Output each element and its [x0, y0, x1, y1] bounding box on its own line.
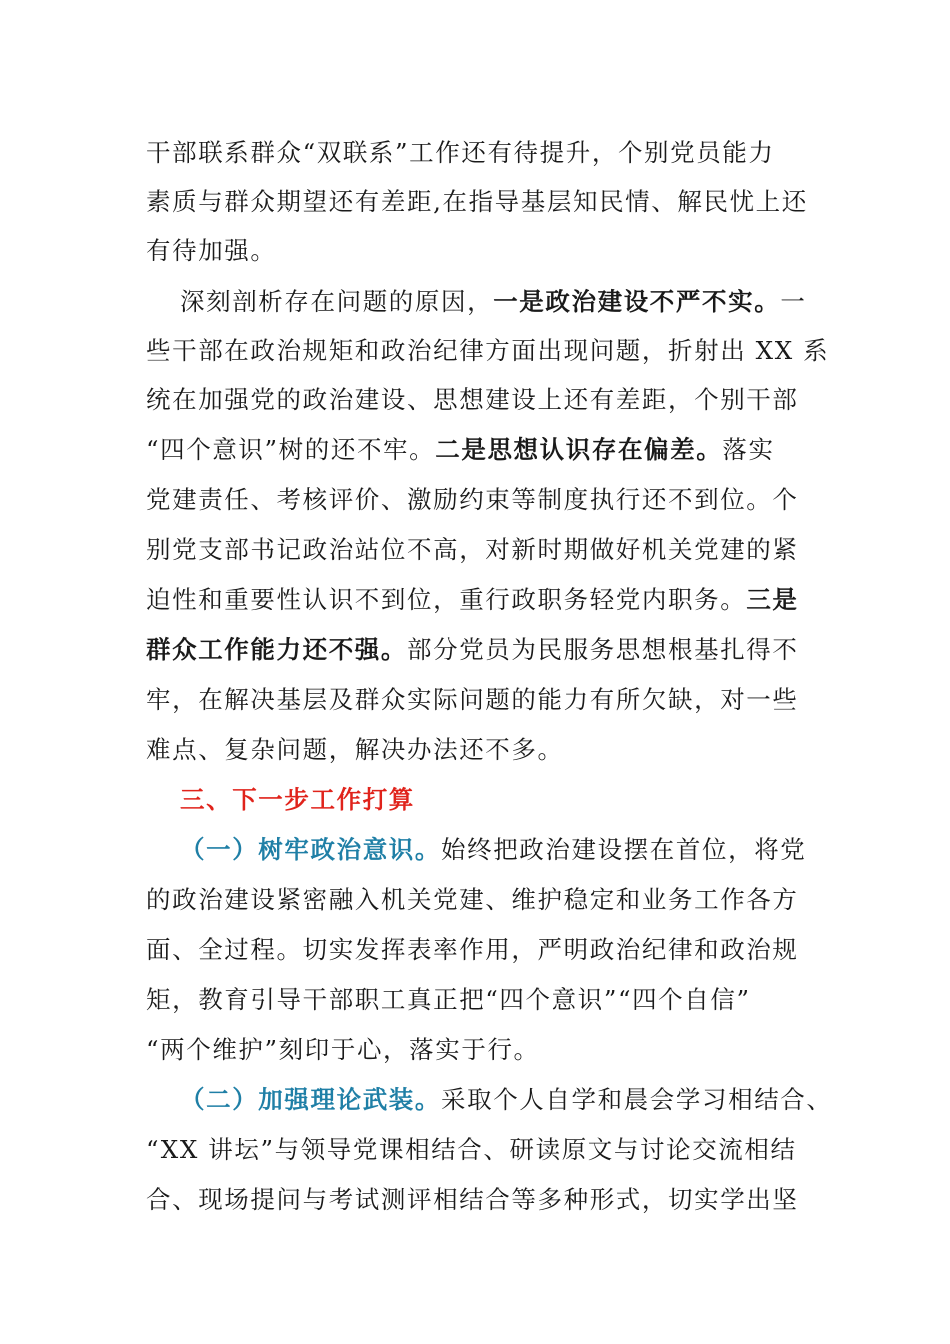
text-run: 牢，在解决基层及群众实际问题的能力有所欠缺，对一些 — [146, 685, 799, 714]
text-run: 难点、复杂问题，解决办法还不多。 — [146, 735, 564, 764]
emphasis-run: 三是 — [746, 585, 799, 614]
text-run: 些干部在政治规矩和政治纪律方面出现问题，折射出 XX 系 — [146, 336, 830, 365]
emphasis-run: 群众工作能力还不强。 — [146, 635, 407, 664]
emphasis-run: 二是思想认识存在偏差。 — [435, 435, 723, 464]
text-run: “XX 讲坛”与领导党课相结合、研读原文与讨论交流相结 — [146, 1135, 797, 1164]
subsection-heading: （二）加强理论武装。 — [180, 1085, 441, 1114]
text-run: “四个意识”树的还不牢。 — [146, 435, 436, 464]
paragraph-line — [146, 326, 829, 376]
text-run: 矩，教育引导干部职工真正把“四个意识”“四个自信” — [146, 985, 751, 1014]
subsection-heading: （一）树牢政治意识。 — [180, 835, 441, 864]
text-run: 合、现场提问与考试测评相结合等多种形式，切实学出坚 — [146, 1185, 799, 1214]
paragraph-line — [146, 975, 751, 1025]
text-run: “两个维护”刻印于心，落实于行。 — [146, 1035, 540, 1064]
paragraph-line — [146, 725, 564, 775]
text-run: 部分党员为民服务思想根基扎得不 — [407, 635, 799, 664]
section-heading: 三、下一步工作打算 — [180, 785, 415, 814]
paragraph-line — [146, 1125, 797, 1175]
text-run: 的政治建设紧密融入机关党建、维护稳定和业务工作各方 — [146, 885, 799, 914]
text-run: 有待加强。 — [146, 236, 277, 265]
text-run: 深刻剖析存在问题的原因， — [180, 287, 494, 316]
paragraph-line — [146, 1025, 540, 1075]
paragraph-line — [180, 277, 806, 327]
paragraph-line — [146, 875, 799, 925]
text-run: 一 — [780, 287, 807, 316]
paragraph-line — [180, 825, 806, 875]
paragraph-line — [146, 575, 799, 625]
text-run: 面、全过程。切实发挥表率作用，严明政治纪律和政治规 — [146, 935, 799, 964]
paragraph-line — [146, 525, 799, 575]
text-run: 落实 — [722, 435, 775, 464]
paragraph-line — [146, 375, 799, 425]
paragraph-line — [146, 625, 799, 675]
text-run: 干部联系群众“双联系”工作还有待提升，个别党员能力 — [146, 138, 775, 167]
text-run: 党建责任、考核评价、激励约束等制度执行还不到位。个 — [146, 485, 799, 514]
paragraph-line — [146, 475, 799, 525]
paragraph-line — [146, 425, 775, 475]
paragraph-line — [146, 177, 808, 227]
text-run: 素质与群众期望还有差距,在指导基层知民情、解民忧上还 — [146, 187, 808, 216]
paragraph-line — [180, 1075, 833, 1125]
paragraph-line — [146, 226, 277, 276]
emphasis-run: 一是政治建设不严不实。 — [493, 287, 781, 316]
text-run: 采取个人自学和晨会学习相结合、 — [441, 1085, 833, 1114]
paragraph-line — [146, 128, 775, 178]
text-run: 始终把政治建设摆在首位，将党 — [441, 835, 807, 864]
paragraph-line — [146, 675, 799, 725]
text-run: 统在加强党的政治建设、思想建设上还有差距，个别干部 — [146, 385, 799, 414]
text-run: 别党支部书记政治站位不高，对新时期做好机关党建的紧 — [146, 535, 799, 564]
paragraph-line — [146, 925, 799, 975]
text-run: 迫性和重要性认识不到位，重行政职务轻党内职务。 — [146, 585, 747, 614]
paragraph-line — [146, 1175, 799, 1225]
